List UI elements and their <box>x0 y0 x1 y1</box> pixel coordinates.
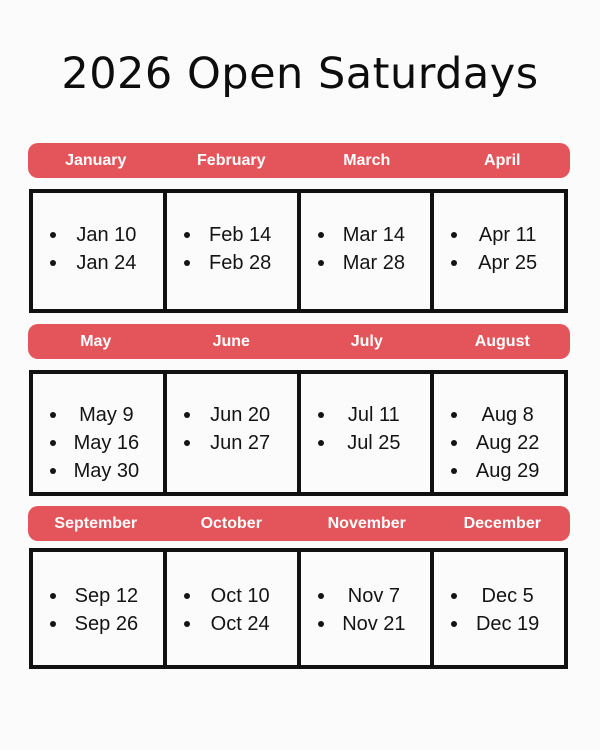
date-text: Jan 10 <box>76 223 137 246</box>
date-item <box>167 221 297 249</box>
date-text: Apr 11 <box>478 223 537 246</box>
month-label-september: September <box>54 515 138 532</box>
month-label-december: December <box>463 515 541 532</box>
date-item <box>434 401 564 429</box>
date-item <box>33 429 163 457</box>
date-item <box>33 457 163 485</box>
date-text: Jul 11 <box>347 403 400 426</box>
date-item <box>167 249 297 277</box>
date-text: Jun 27 <box>210 431 271 454</box>
month-cell-january <box>33 193 163 309</box>
month-cell-august <box>430 374 564 492</box>
date-text: May 16 <box>73 431 140 454</box>
date-text: Jun 20 <box>210 403 271 426</box>
month-label-november: November <box>327 515 406 532</box>
month-cell-march <box>297 193 431 309</box>
date-text: Aug 8 <box>481 403 534 426</box>
month-label-april: April <box>484 152 521 169</box>
date-text: Nov 21 <box>342 612 406 635</box>
month-label-july: July <box>350 333 383 350</box>
date-item <box>33 221 163 249</box>
date-item <box>434 610 564 638</box>
date-item <box>301 429 431 457</box>
date-text: Feb 28 <box>208 251 272 274</box>
month-label-may: May <box>80 333 112 350</box>
date-text: May 9 <box>79 403 134 426</box>
month-cell-april <box>430 193 564 309</box>
date-item <box>167 582 297 610</box>
quarter-1-grid <box>29 189 568 313</box>
date-text: Mar 28 <box>342 251 405 274</box>
date-item <box>167 401 297 429</box>
date-item <box>301 582 431 610</box>
month-cell-june <box>163 374 297 492</box>
date-item <box>301 401 431 429</box>
quarter-3-header <box>28 506 570 541</box>
date-text: Aug 29 <box>475 459 540 482</box>
month-label-february: February <box>197 152 266 169</box>
date-item <box>33 249 163 277</box>
date-text: Sep 12 <box>74 584 139 607</box>
date-item <box>301 249 431 277</box>
date-item <box>434 429 564 457</box>
date-text: Oct 24 <box>210 612 270 635</box>
month-cell-september <box>33 552 163 665</box>
page-title: 2026 Open Saturdays <box>61 49 539 99</box>
date-item <box>33 401 163 429</box>
month-cell-december <box>430 552 564 665</box>
date-text: Aug 22 <box>475 431 540 454</box>
month-label-march: March <box>343 152 391 169</box>
month-cell-october <box>163 552 297 665</box>
date-text: Dec 5 <box>481 584 534 607</box>
date-text: Sep 26 <box>74 612 139 635</box>
date-item <box>301 221 431 249</box>
date-item <box>167 429 297 457</box>
month-label-june: June <box>212 333 250 350</box>
date-item <box>33 610 163 638</box>
month-cell-november <box>297 552 431 665</box>
month-cell-february <box>163 193 297 309</box>
date-text: Dec 19 <box>475 612 540 635</box>
month-cell-may <box>33 374 163 492</box>
month-cell-july <box>297 374 431 492</box>
date-text: Oct 10 <box>210 584 270 607</box>
date-item <box>434 249 564 277</box>
month-label-january: January <box>65 152 127 169</box>
date-item <box>33 582 163 610</box>
month-label-october: October <box>200 515 262 532</box>
date-item <box>434 582 564 610</box>
date-text: Feb 14 <box>208 223 272 246</box>
quarter-2-header <box>28 324 570 359</box>
quarter-2-grid <box>29 370 568 496</box>
date-item <box>167 610 297 638</box>
date-text: Mar 14 <box>342 223 405 246</box>
date-text: May 30 <box>73 459 140 482</box>
date-item <box>301 610 431 638</box>
date-item <box>434 457 564 485</box>
quarter-3-grid <box>29 548 568 669</box>
date-text: Jan 24 <box>76 251 137 274</box>
date-text: Jul 25 <box>347 431 401 454</box>
date-text: Nov 7 <box>347 584 400 607</box>
quarter-1-header <box>28 143 570 178</box>
month-label-august: August <box>474 333 530 350</box>
date-item <box>434 221 564 249</box>
date-text: Apr 25 <box>478 251 538 274</box>
